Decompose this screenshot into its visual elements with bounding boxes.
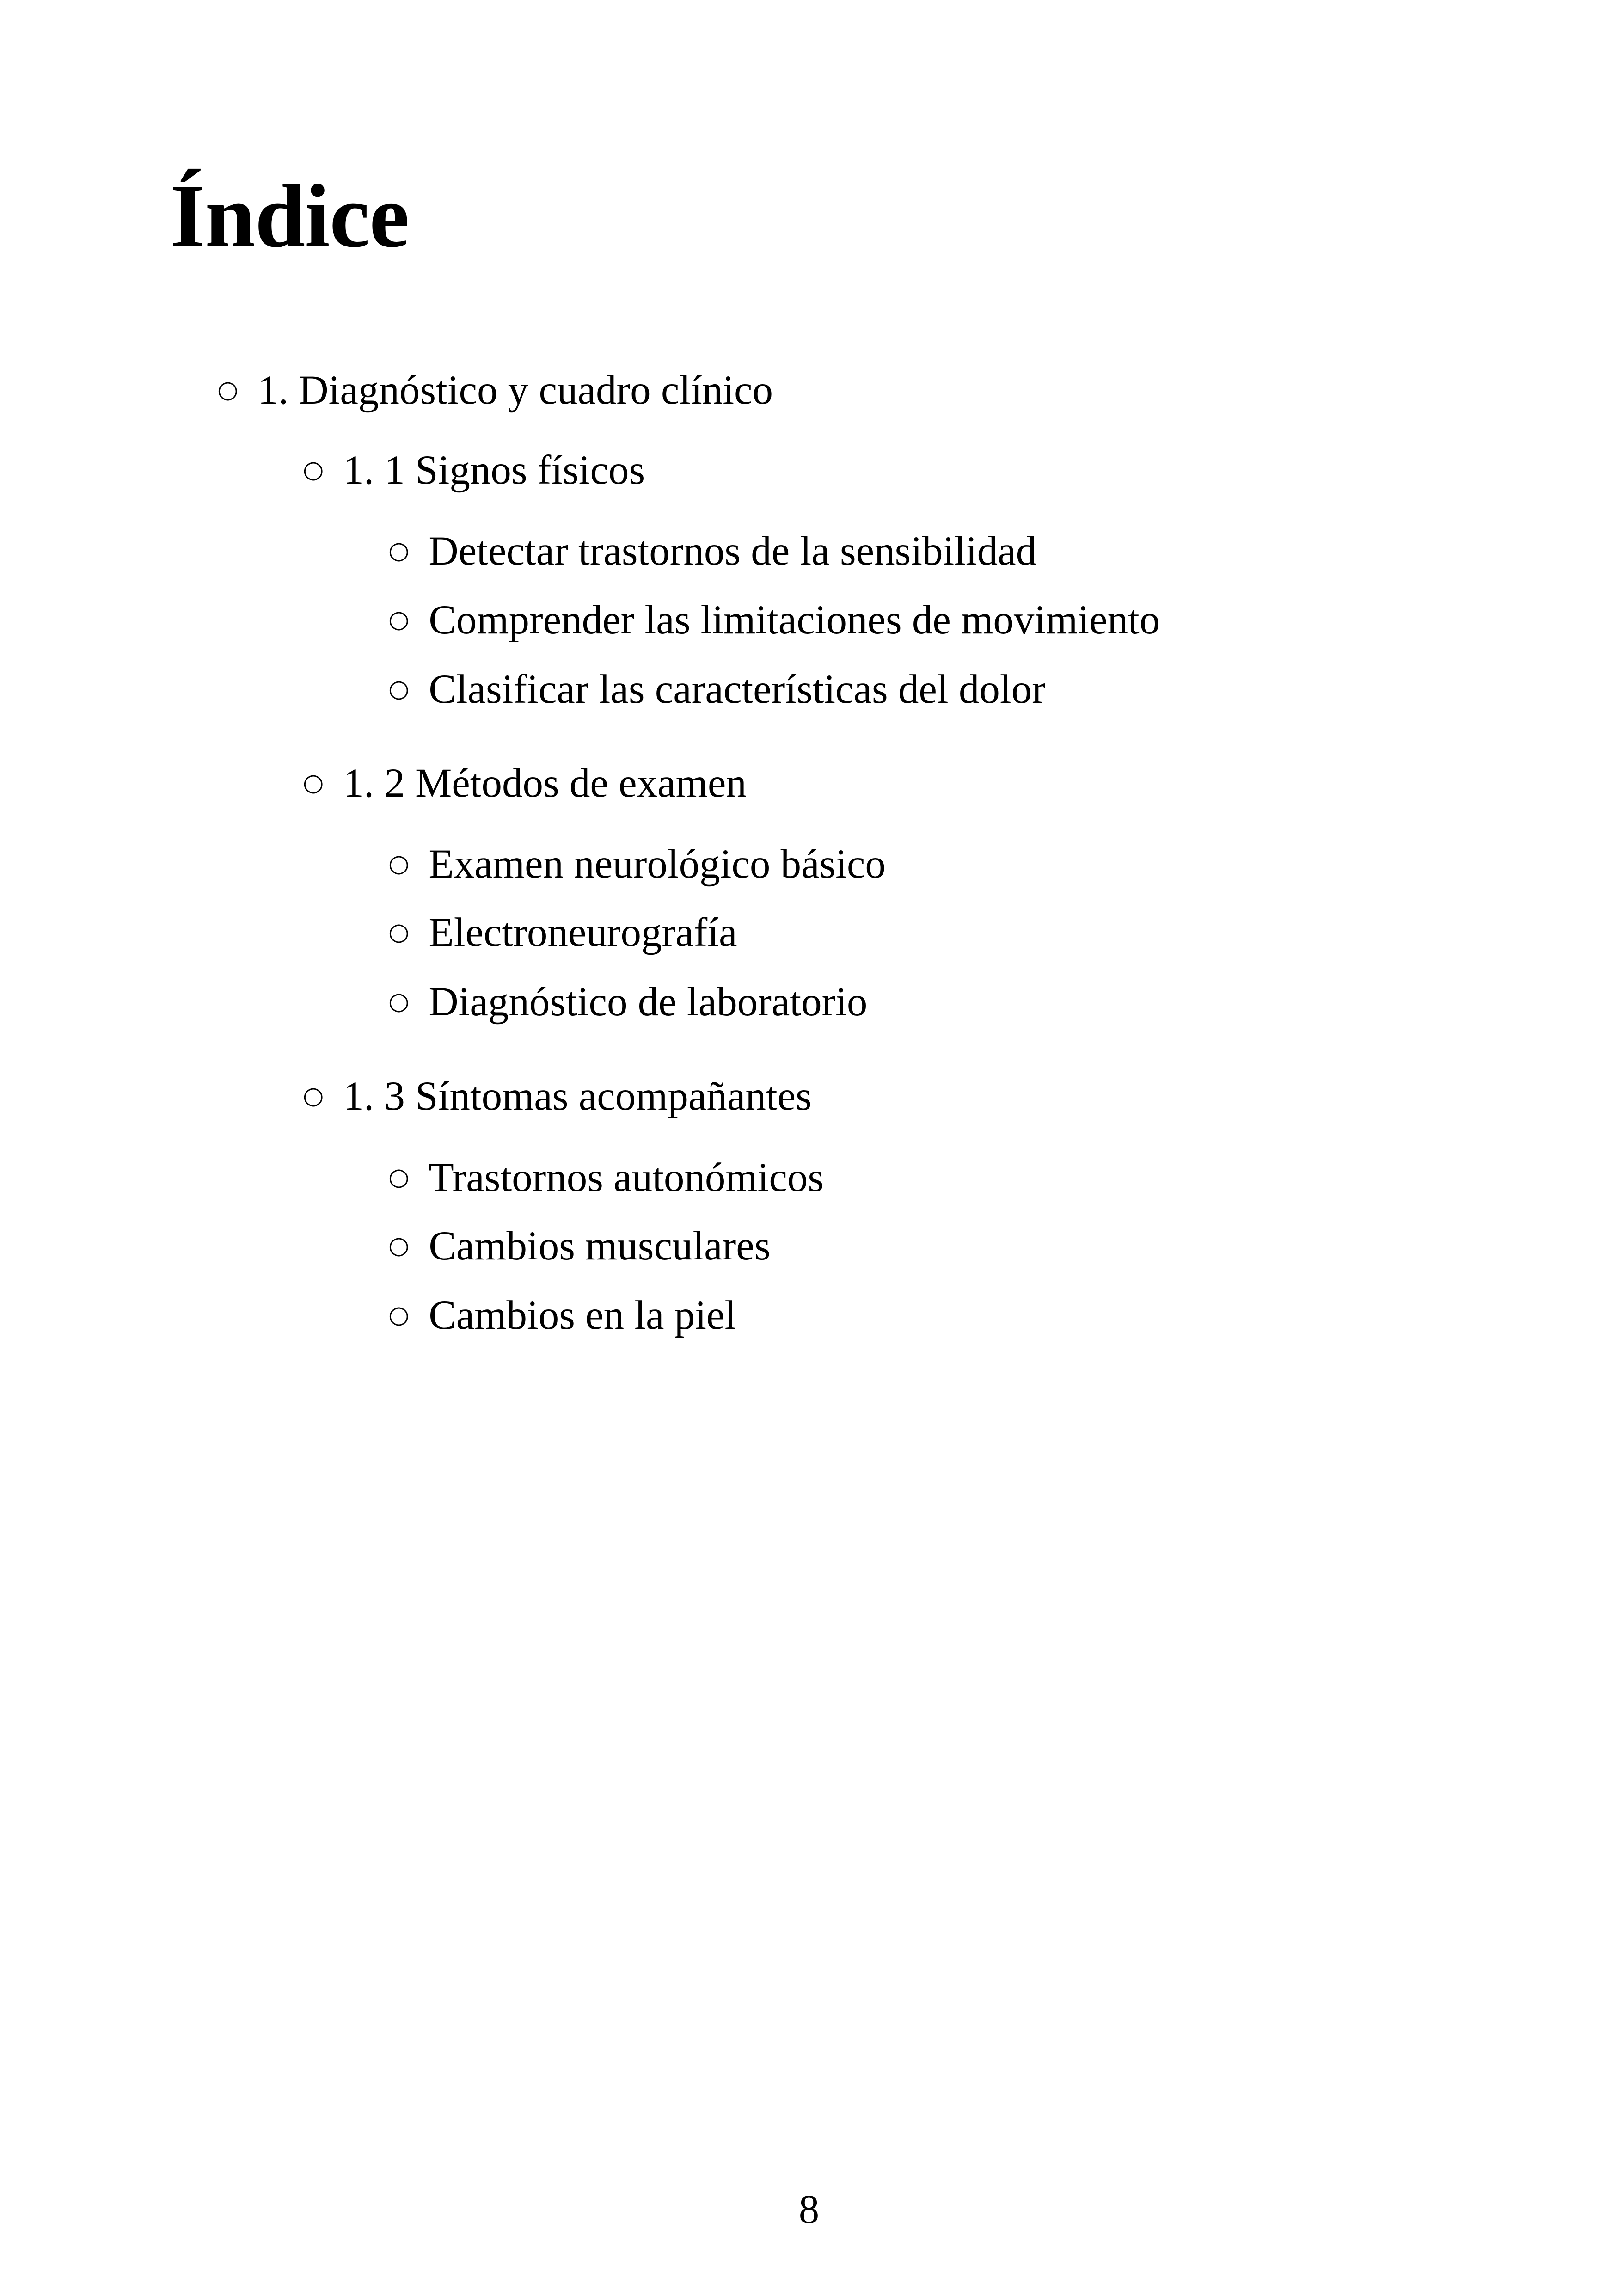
circle-bullet-icon: ○ (388, 1301, 410, 1329)
toc-subsection-1-2 (303, 763, 747, 804)
toc-item (388, 979, 868, 1025)
toc-subsection-label: 1. 3 Síntomas acompañantes (343, 1074, 812, 1119)
circle-bullet-icon: ○ (217, 375, 239, 404)
toc-item-label: Cambios en la piel (429, 1293, 736, 1338)
circle-bullet-icon: ○ (388, 605, 410, 633)
toc-item-label: Trastornos autonómicos (429, 1155, 824, 1200)
circle-bullet-icon: ○ (388, 1163, 410, 1191)
circle-bullet-icon: ○ (388, 536, 410, 565)
toc-item-label: Cambios musculares (429, 1223, 771, 1269)
toc-item (388, 597, 1160, 643)
toc-item (388, 528, 1037, 574)
toc-item (388, 1157, 824, 1198)
circle-bullet-icon: ○ (303, 768, 324, 797)
toc-item-label: Diagnóstico de laboratorio (429, 979, 868, 1025)
toc-subsection-label: 1. 2 Métodos de examen (343, 761, 747, 806)
page-title: Índice (170, 166, 409, 266)
toc-item-label: Electroneurografía (429, 910, 737, 955)
toc-item-label: Detectar trastornos de la sensibilidad (429, 528, 1037, 574)
toc-item (388, 841, 886, 887)
toc-section-label: 1. Diagnóstico y cuadro clínico (257, 368, 773, 413)
toc-item-label: Examen neurológico básico (429, 841, 886, 887)
circle-bullet-icon: ○ (303, 1081, 324, 1110)
toc-subsection-1-3 (303, 1076, 812, 1117)
circle-bullet-icon: ○ (388, 849, 410, 878)
toc-item (388, 1295, 736, 1336)
toc-section-1 (217, 370, 773, 411)
toc-subsection-label: 1. 1 Signos físicos (343, 448, 645, 493)
page-number: 8 (798, 2187, 820, 2232)
circle-bullet-icon: ○ (303, 455, 324, 484)
toc-subsection-1-1 (303, 450, 645, 491)
toc-item (388, 669, 1046, 710)
toc-item (388, 912, 737, 953)
toc-item-label: Clasificar las características del dolor (429, 667, 1046, 712)
circle-bullet-icon: ○ (388, 1231, 410, 1259)
circle-bullet-icon: ○ (388, 675, 410, 703)
toc-item (388, 1223, 771, 1269)
toc-item-label: Comprender las limitaciones de movimiento (429, 597, 1160, 643)
circle-bullet-icon: ○ (388, 987, 410, 1015)
circle-bullet-icon: ○ (388, 918, 410, 946)
